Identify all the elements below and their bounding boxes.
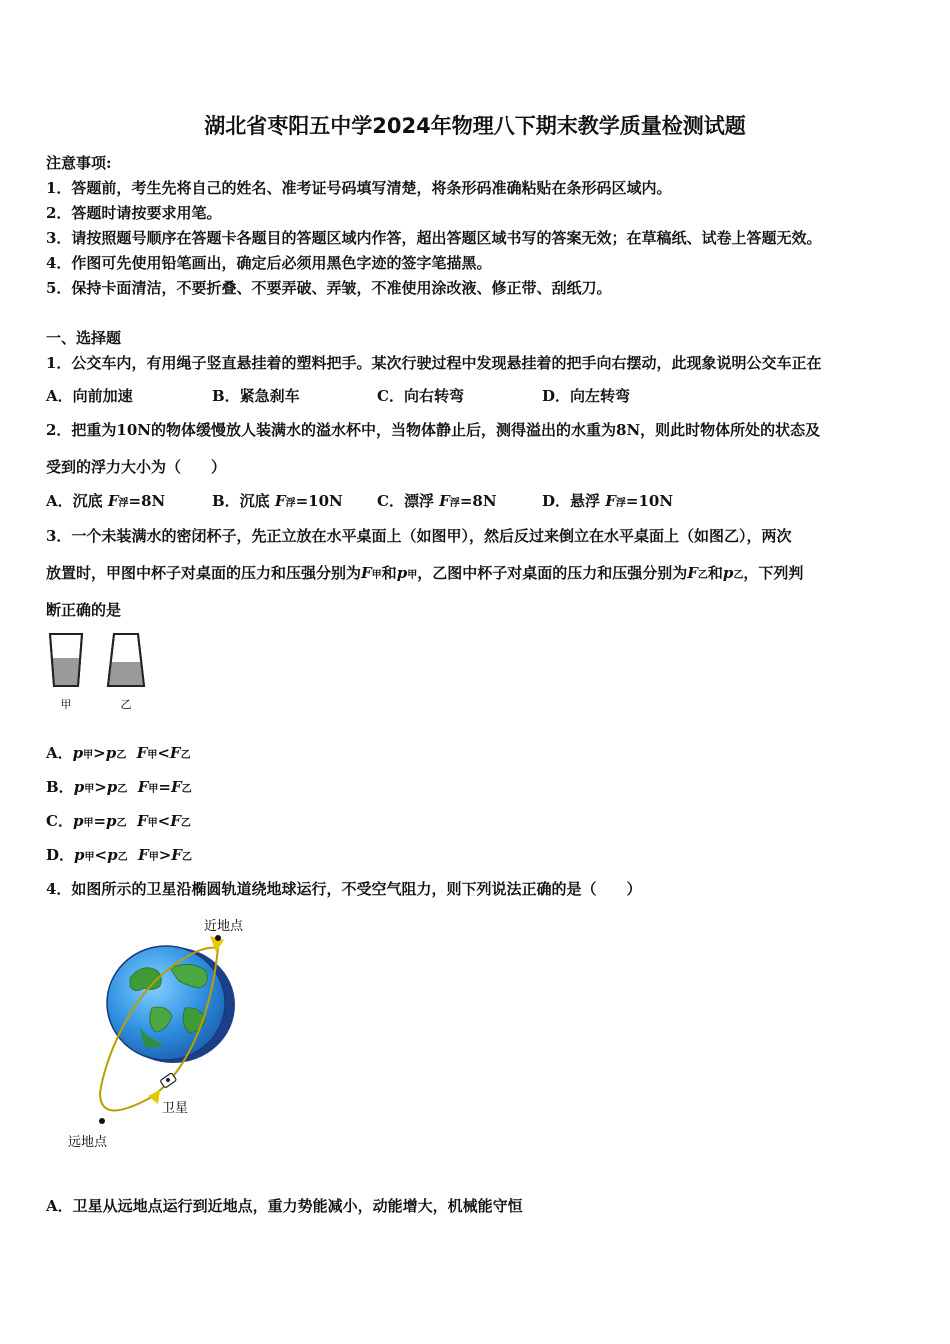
q2-option-c: C．漂浮 F浮=8N [377, 492, 497, 510]
q3-option-a: A．p甲>p乙 F甲<F乙 [46, 744, 191, 762]
q2-option-d: D．悬浮 F浮=10N [542, 492, 674, 510]
q2-option-a: A．沉底 F浮=8N [46, 492, 166, 510]
q1-option-c: C．向右转弯 [377, 387, 464, 405]
label-yi: 乙 [120, 698, 132, 711]
question-4-stem: 4．如图所示的卫星沿椭圆轨道绕地球运行，不受空气阻力，则下列说法正确的是（ ） [46, 880, 642, 898]
inverted-cup-diagram [108, 634, 144, 686]
label-jia: 甲 [60, 698, 72, 711]
apogee-label: 远地点 [68, 1135, 108, 1150]
upright-cup-diagram [50, 634, 82, 686]
notice-item: 2．答题时请按要求用笔。 [46, 204, 222, 222]
q3-option-d: D．p甲<p乙 F甲>F乙 [46, 846, 192, 864]
apogee-point [99, 1118, 105, 1124]
notice-item: 1．答题前，考生先将自己的姓名、准考证号码填写清楚，将条形码准确粘贴在条形码区域内。 [46, 179, 672, 197]
question-3-stem-cont: 放置时，甲图中杯子对桌面的压力和压强分别为F甲和p甲，乙图中杯子对桌面的压力和压强分别为F乙和p乙，下列判 [46, 564, 804, 582]
page-title: 湖北省枣阳五中学2024年物理八下期末教学质量检测试题 [204, 114, 746, 138]
notice-item: 3．请按照题号顺序在答题卡各题目的答题区域内作答，超出答题区域书写的答案无效；在草稿纸、试卷上答题无效。 [46, 229, 822, 247]
section-heading: 一、选择题 [46, 329, 122, 347]
q1-option-a: A．向前加速 [46, 387, 133, 405]
perigee-label: 近地点 [204, 919, 244, 934]
q1-option-d: D．向左转弯 [542, 387, 631, 405]
q2-option-b: B．沉底 F浮=10N [212, 492, 343, 510]
q1-option-b: B．紧急刹车 [212, 387, 300, 405]
notice-item: 4．作图可先使用铅笔画出，确定后必须用黑色字迹的签字笔描黑。 [46, 254, 492, 272]
question-2-stem-cont: 受到的浮力大小为（ ） [46, 458, 227, 476]
notice-heading: 注意事项: [46, 154, 112, 172]
notice-item: 5．保持卡面清洁，不要折叠、不要弄破、弄皱，不准使用涂改液、修正带、刮纸刀。 [46, 279, 612, 297]
q4-option-a: A．卫星从远地点运行到近地点，重力势能减小，动能增大，机械能守恒 [46, 1197, 523, 1215]
question-3-stem: 3．一个未装满水的密闭杯子，先正立放在水平桌面上（如图甲），然后反过来倒立在水平桌面上（如图乙），两次 [46, 527, 792, 545]
question-2-stem: 2．把重为10N的物体缓慢放人装满水的溢水杯中，当物体静止后，测得溢出的水重为8N，则此时物体所处的状态及 [46, 421, 821, 439]
satellite-label: 卫星 [162, 1101, 189, 1116]
question-1-stem: 1．公交车内，有用绳子竖直悬挂着的塑料把手。某次行驶过程中发现悬挂着的把手向右摆动，此现象说明公交车正在 [46, 354, 822, 372]
orbit-arrow-icon [148, 1090, 160, 1104]
perigee-point [215, 935, 221, 941]
question-3-stem-end: 断正确的是 [46, 601, 122, 619]
cups-figure [44, 628, 156, 714]
q3-option-b: B．p甲>p乙 F甲=F乙 [46, 778, 192, 796]
q3-option-c: C．p甲=p乙 F甲<F乙 [46, 812, 191, 830]
satellite-orbit-figure [60, 908, 280, 1158]
